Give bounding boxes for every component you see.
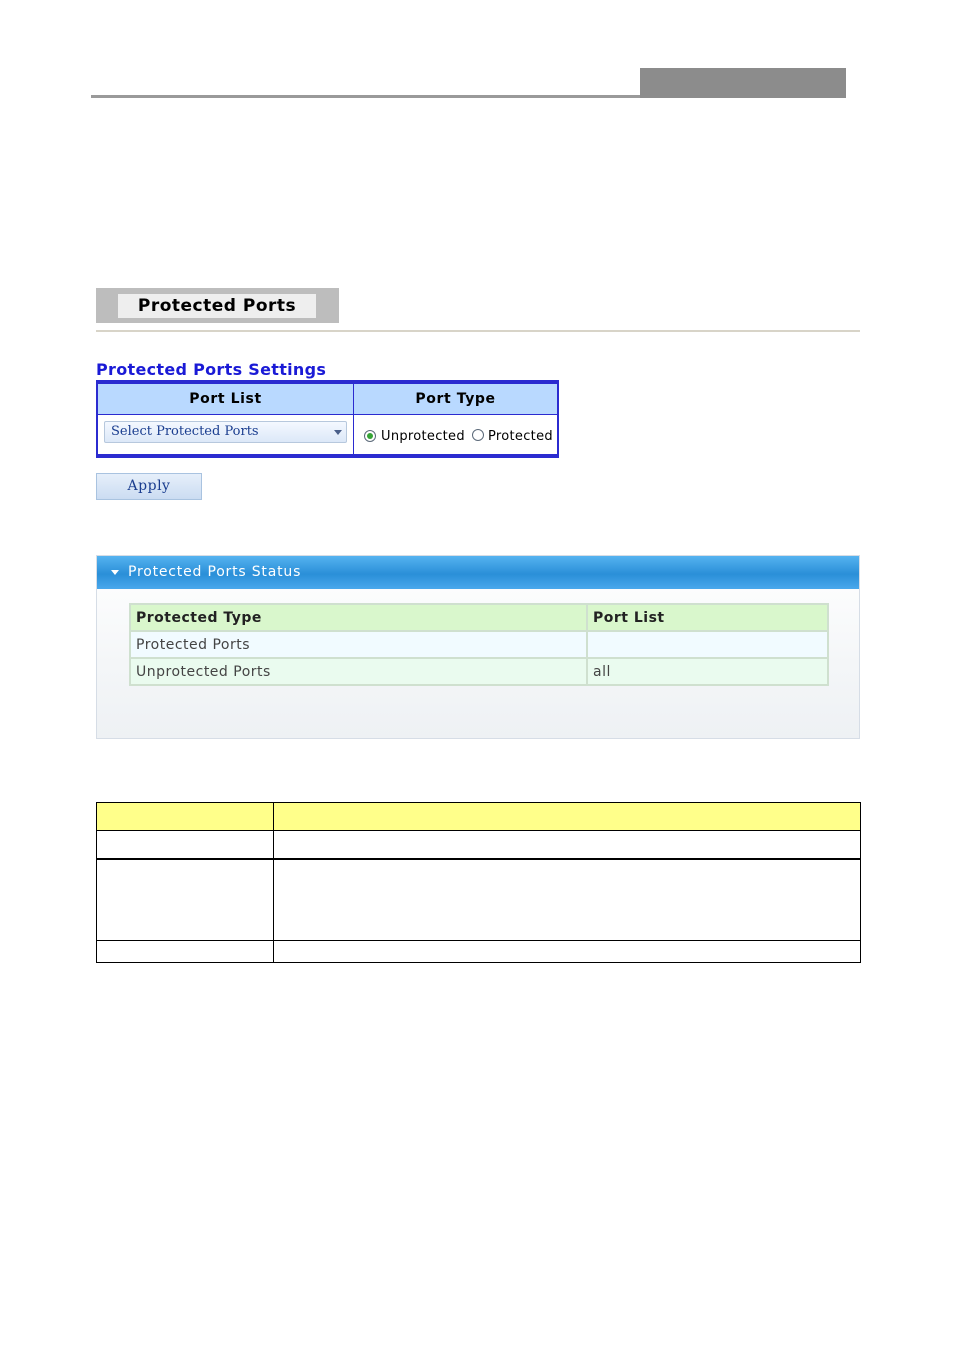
page-header-rule [91,95,641,98]
chevron-down-icon [334,430,342,435]
table-row [130,658,828,685]
port-list-cell: all [587,658,828,685]
protected-type-column-header: Protected Type [130,604,587,631]
page-header-block [640,68,846,98]
page-title-tab [96,288,339,323]
page-title: Protected Ports [118,294,316,318]
status-panel-header[interactable] [97,556,859,589]
table-row [130,631,828,658]
description-cell [274,831,861,860]
description-cell [274,941,861,963]
status-panel [96,555,860,739]
protected-radio[interactable] [472,429,484,441]
description-cell [274,859,861,941]
description-cell [97,941,274,963]
table-row [97,831,861,860]
table-row [97,859,861,941]
port-list-column-header: Port List [98,384,354,414]
status-panel-title: Protected Ports Status [128,564,302,580]
status-table-header-row [130,604,828,631]
description-table [96,802,861,963]
collapse-triangle-icon[interactable] [111,570,119,575]
unprotected-radio-label[interactable]: Unprotected [381,429,465,444]
unprotected-radio[interactable] [364,430,376,442]
table-row [97,941,861,963]
protected-type-cell: Unprotected Ports [130,658,587,685]
description-header-cell [274,803,861,831]
settings-row-divider [98,414,557,415]
title-divider [96,330,860,332]
protected-radio-label[interactable]: Protected [488,429,553,444]
description-cell [97,859,274,941]
port-list-select[interactable] [104,421,347,443]
status-port-list-column-header: Port List [587,604,828,631]
port-type-column-header: Port Type [354,384,557,414]
description-table-header-row [97,803,861,831]
status-table [129,603,829,686]
settings-column-divider [353,414,354,454]
settings-heading: Protected Ports Settings [96,360,327,379]
apply-button[interactable]: Apply [96,473,202,500]
description-header-cell [97,803,274,831]
protected-type-cell: Protected Ports [130,631,587,658]
port-list-select-value: Select Protected Ports [111,424,259,439]
settings-table [96,380,559,458]
description-cell [97,831,274,860]
port-list-cell [587,631,828,658]
